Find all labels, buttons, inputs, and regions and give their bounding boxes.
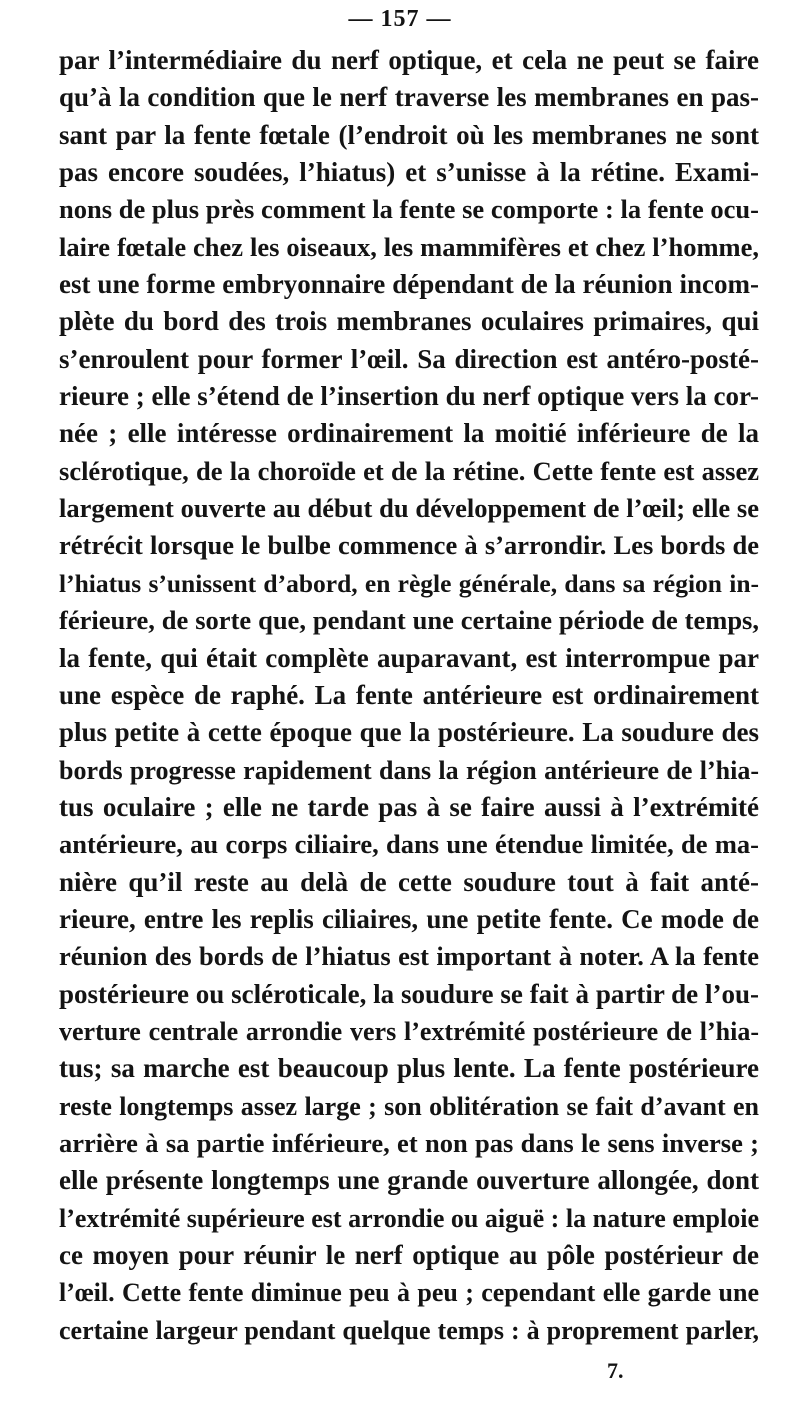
- text-line: par l’intermédiaire du nerf optique, et cela ne peut se faire: [59, 45, 759, 75]
- text-line: sant par la fente fœtale (l’endroit où les membranes ne sont: [59, 119, 759, 150]
- text-line: arrière à sa partie inférieure, et non pas dans le sens inverse ;: [59, 1127, 759, 1158]
- text-line: rieure, entre les replis ciliaires, une petite fente. Ce mode de: [59, 903, 759, 934]
- text-line: verture centrale arrondie vers l’extrémité postérieure de l’hia-: [59, 1016, 759, 1046]
- text-line: l’extrémité supérieure est arrondie ou aiguë : la nature emploie: [59, 1203, 759, 1233]
- text-line: ce moyen pour réunir le nerf optique au pôle postérieur de: [59, 1240, 759, 1270]
- text-line: certaine largeur pendant quelque temps : à proprement parler,: [59, 1315, 759, 1345]
- text-line: la fente, qui était complète auparavant, est interrompue par: [59, 642, 759, 673]
- text-line: férieure, de sorte que, pendant une certaine période de temps,: [59, 605, 759, 636]
- text-line: postérieure ou scléroticale, la soudure se fait à partir de l’ou-: [59, 978, 759, 1009]
- signature-mark: 7.: [607, 1358, 624, 1383]
- text-line: sclérotique, de la choroïde et de la rétine. Cette fente est assez: [59, 455, 759, 486]
- text-line: l’hiatus s’unissent d’abord, en règle générale, dans sa région in-: [59, 568, 759, 598]
- text-line: largement ouverte au début du développement de l’œil; elle se: [59, 493, 759, 524]
- text-line: rétrécit lorsque le bulbe commence à s’arrondir. Les bords de: [59, 530, 759, 561]
- text-line: une espèce de raphé. La fente antérieure est ordinairement: [59, 679, 759, 710]
- text-line: elle présente longtemps une grande ouverture allongée, dont: [59, 1165, 759, 1196]
- text-line: plus petite à cette époque que la postérieure. La soudure des: [59, 717, 759, 748]
- text-line: l’œil. Cette fente diminue peu à peu ; cependant elle garde une: [59, 1278, 759, 1308]
- text-line: nière qu’il reste au delà de cette soudure tout à fait anté-: [59, 866, 759, 897]
- text-line: réunion des bords de l’hiatus est important à noter. A la fente: [59, 941, 759, 972]
- text-line: qu’à la condition que le nerf traverse les membranes en pas-: [59, 82, 759, 113]
- text-line: s’enroulent pour former l’œil. Sa direction est antéro-posté-: [59, 343, 759, 374]
- text-line: bords progresse rapidement dans la région antérieure de l’hia-: [59, 755, 759, 785]
- text-line: tus; sa marche est beaucoup plus lente. La fente postérieure: [59, 1053, 759, 1084]
- text-line: reste longtemps assez large ; son oblitération se fait d’avant en: [59, 1091, 759, 1121]
- text-line: plète du bord des trois membranes oculaires primaires, qui: [59, 306, 759, 337]
- text-line: rieure ; elle s’étend de l’insertion du nerf optique vers la cor-: [59, 381, 759, 412]
- text-line: nons de plus près comment la fente se comporte : la fente ocu-: [59, 194, 759, 225]
- page-number: — 157 —: [348, 6, 452, 32]
- text-line: laire fœtale chez les oiseaux, les mammifères et chez l’homme,: [59, 231, 759, 262]
- text-line: pas encore soudées, l’hiatus) et s’unisse à la rétine. Exami-: [59, 157, 759, 188]
- text-line: est une forme embryonnaire dépendant de la réunion incom-: [59, 269, 759, 300]
- text-line: tus oculaire ; elle ne tarde pas à se faire aussi à l’extrémité: [59, 791, 759, 822]
- body-text: [59, 42, 759, 1349]
- text-line: antérieure, au corps ciliaire, dans une étendue limitée, de ma-: [59, 829, 759, 860]
- text-line: née ; elle intéresse ordinairement la moitié inférieure de la: [59, 418, 759, 449]
